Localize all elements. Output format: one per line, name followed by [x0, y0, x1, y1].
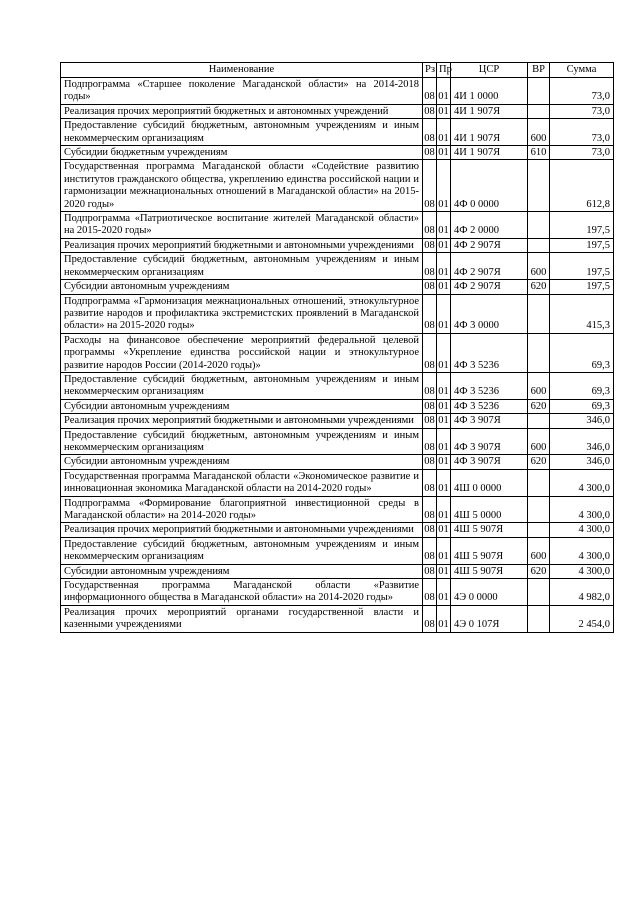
cell-rz: 08 — [423, 537, 437, 564]
table-row — [61, 564, 614, 578]
cell-name: Предоставление субсидий бюджетным, автономным учреждениям и иным некоммерческим организациям — [61, 119, 423, 146]
cell-sum: 2 454,0 — [550, 605, 614, 632]
header-sum: Сумма — [550, 63, 614, 78]
cell-pr: 01 — [437, 160, 451, 212]
cell-vr — [528, 605, 550, 632]
cell-rz: 08 — [423, 496, 437, 523]
cell-vr: 620 — [528, 564, 550, 578]
cell-rz: 08 — [423, 605, 437, 632]
cell-csr: 4Ф 3 5236 — [451, 372, 528, 399]
cell-rz: 08 — [424, 524, 435, 536]
cell-pr: 01 — [437, 579, 451, 606]
table-row — [61, 537, 614, 564]
budget-table — [60, 62, 614, 633]
cell-sum: 197,5 — [550, 238, 614, 252]
cell-rz: 08 — [424, 415, 435, 427]
cell-sum: 197,5 — [550, 280, 614, 294]
cell-name: Государственная программа Магаданской области «Экономическое развитие и инновационная экономика Магаданской области на 2014-2020 годы» — [61, 469, 423, 496]
cell-name: Реализация прочих мероприятий бюджетными и автономными учреждениями — [61, 238, 423, 252]
cell-vr — [528, 78, 550, 105]
cell-sum: 197,5 — [550, 253, 614, 280]
cell-csr: 4Э 0 0000 — [451, 579, 528, 606]
table-row — [61, 605, 614, 632]
table-row — [61, 280, 614, 294]
cell-pr: 01 — [437, 212, 451, 239]
cell-vr: 620 — [528, 399, 550, 413]
cell-vr — [528, 496, 550, 523]
cell-sum: 4 300,0 — [550, 537, 614, 564]
cell-sum: 346,0 — [550, 455, 614, 469]
cell-vr — [528, 333, 550, 372]
cell-rz: 08 — [424, 239, 435, 251]
cell-name: Предоставление субсидий бюджетным, автономным учреждениям и иным некоммерческим организациям — [61, 372, 423, 399]
cell-csr: 4И 1 0000 — [451, 78, 528, 105]
cell-sum: 69,3 — [550, 399, 614, 413]
cell-vr — [528, 294, 550, 333]
cell-vr: 610 — [528, 146, 550, 160]
cell-name: Государственная программа Магаданской области «Содействие развитию институтов гражданского общества, укреплению единства российской нации и гармонизации межнациональных отношений в Магаданской области» на 2015-2020 годы» — [61, 160, 423, 212]
cell-sum: 4 300,0 — [550, 523, 614, 537]
header-pr: Пр — [437, 63, 451, 78]
cell-rz: 08 — [423, 78, 437, 105]
cell-csr: 4Ф 2 0000 — [451, 212, 528, 239]
cell-csr: 4Ф 3 5236 — [451, 333, 528, 372]
cell-rz: 08 — [423, 579, 437, 606]
cell-csr: 4Ш 5 907Я — [451, 537, 528, 564]
cell-vr — [528, 523, 550, 537]
cell-rz: 08 — [423, 253, 437, 280]
cell-rz: 08 — [423, 212, 437, 239]
cell-sum: 4 300,0 — [550, 564, 614, 578]
header-rz: Рз — [423, 63, 437, 78]
table-row — [61, 399, 614, 413]
cell-sum: 73,0 — [550, 119, 614, 146]
cell-sum: 73,0 — [550, 104, 614, 118]
cell-name: Субсидии автономным учреждениям — [61, 455, 423, 469]
cell-csr: 4И 1 907Я — [451, 146, 528, 160]
cell-name: Субсидии бюджетным учреждениям — [61, 146, 423, 160]
cell-vr — [528, 469, 550, 496]
cell-pr: 01 — [437, 119, 451, 146]
cell-name: Предоставление субсидий бюджетным, автономным учреждениям и иным некоммерческим организациям — [61, 253, 423, 280]
cell-rz: 08 — [423, 294, 437, 333]
table-row — [61, 414, 614, 428]
cell-vr: 620 — [528, 280, 550, 294]
cell-vr: 620 — [528, 455, 550, 469]
cell-pr: 01 — [437, 294, 451, 333]
table-body — [61, 78, 614, 633]
cell-name: Реализация прочих мероприятий бюджетными и автономными учреждениями — [61, 523, 423, 537]
cell-pr: 01 — [438, 565, 449, 577]
header-row — [61, 63, 614, 78]
cell-name: Подпрограмма «Формирование благоприятной инвестиционной среды в Магаданской области» на 2014-2020 годы» — [61, 496, 423, 523]
cell-rz: 08 — [423, 372, 437, 399]
cell-name: Реализация прочих мероприятий органами государственной власти и казенными учреждениями — [61, 605, 423, 632]
cell-csr: 4Ф 0 0000 — [451, 160, 528, 212]
cell-rz: 08 — [424, 456, 435, 468]
table-row — [61, 160, 614, 212]
cell-csr: 4Ф 3 907Я — [451, 414, 528, 428]
cell-rz: 08 — [424, 565, 435, 577]
cell-csr: 4Ш 0 0000 — [451, 469, 528, 496]
cell-csr: 4Ф 2 907Я — [451, 238, 528, 252]
cell-rz: 08 — [424, 400, 435, 412]
cell-sum: 346,0 — [550, 428, 614, 455]
cell-pr: 01 — [438, 105, 449, 117]
cell-sum: 415,3 — [550, 294, 614, 333]
cell-pr: 01 — [437, 496, 451, 523]
table-row — [61, 496, 614, 523]
cell-pr: 01 — [437, 372, 451, 399]
table-row — [61, 333, 614, 372]
table-row — [61, 119, 614, 146]
cell-csr: 4И 1 907Я — [451, 104, 528, 118]
cell-pr: 01 — [437, 78, 451, 105]
cell-name: Подпрограмма «Гармонизация межнациональных отношений, этнокультурное развитие народов и профилактика экстремистских проявлений в Магаданской области» на 2015-2020 годы» — [61, 294, 423, 333]
cell-csr: 4Ф 3 0000 — [451, 294, 528, 333]
cell-vr: 600 — [528, 428, 550, 455]
cell-sum: 197,5 — [550, 212, 614, 239]
cell-pr: 01 — [438, 147, 449, 159]
cell-rz: 08 — [424, 147, 435, 159]
cell-sum: 69,3 — [550, 333, 614, 372]
cell-sum: 4 300,0 — [550, 496, 614, 523]
cell-vr — [528, 579, 550, 606]
cell-name: Подпрограмма «Патриотическое воспитание жителей Магаданской области» на 2015-2020 годы» — [61, 212, 423, 239]
cell-pr: 01 — [438, 239, 449, 251]
cell-vr: 600 — [528, 537, 550, 564]
cell-sum: 69,3 — [550, 372, 614, 399]
cell-vr — [528, 212, 550, 239]
cell-pr: 01 — [437, 605, 451, 632]
cell-name: Предоставление субсидий бюджетным, автономным учреждениям и иным некоммерческим организациям — [61, 428, 423, 455]
cell-vr: 600 — [528, 119, 550, 146]
cell-pr: 01 — [437, 469, 451, 496]
cell-sum: 73,0 — [550, 146, 614, 160]
cell-csr: 4Ш 5 907Я — [451, 564, 528, 578]
table-row — [61, 212, 614, 239]
cell-name: Субсидии автономным учреждениям — [61, 399, 423, 413]
cell-rz: 08 — [423, 119, 437, 146]
cell-name: Подпрограмма «Старшее поколение Магаданской области» на 2014-2018 годы» — [61, 78, 423, 105]
cell-vr — [528, 104, 550, 118]
cell-name: Реализация прочих мероприятий бюджетных и автономных учреждений — [61, 104, 423, 118]
cell-pr: 01 — [438, 415, 449, 427]
cell-csr: 4Э 0 107Я — [451, 605, 528, 632]
cell-sum: 4 982,0 — [550, 579, 614, 606]
table-row — [61, 579, 614, 606]
table-row — [61, 238, 614, 252]
table-row — [61, 294, 614, 333]
table-row — [61, 146, 614, 160]
cell-pr: 01 — [437, 333, 451, 372]
cell-csr: 4Ш 5 0000 — [451, 496, 528, 523]
cell-name: Реализация прочих мероприятий бюджетными и автономными учреждениями — [61, 414, 423, 428]
table-header — [61, 63, 614, 78]
cell-sum: 612,8 — [550, 160, 614, 212]
cell-rz: 08 — [423, 333, 437, 372]
cell-rz: 08 — [423, 428, 437, 455]
cell-sum: 4 300,0 — [550, 469, 614, 496]
cell-csr: 4Ф 3 5236 — [451, 399, 528, 413]
cell-pr: 01 — [437, 253, 451, 280]
cell-vr — [528, 238, 550, 252]
header-name: Наименование — [61, 63, 423, 78]
cell-vr — [528, 160, 550, 212]
cell-pr: 01 — [438, 456, 449, 468]
cell-vr: 600 — [528, 372, 550, 399]
cell-csr: 4Ш 5 907Я — [451, 523, 528, 537]
cell-sum: 73,0 — [550, 78, 614, 105]
cell-name: Государственная программа Магаданской области «Развитие информационного общества в Магаданской области» на 2014-2020 годы» — [61, 579, 423, 606]
cell-pr: 01 — [438, 524, 449, 536]
header-vr: ВР — [528, 63, 550, 78]
cell-vr — [528, 414, 550, 428]
cell-csr: 4Ф 3 907Я — [451, 455, 528, 469]
cell-rz: 08 — [424, 105, 435, 117]
table-row — [61, 428, 614, 455]
cell-rz: 08 — [423, 160, 437, 212]
table-row — [61, 78, 614, 105]
table-row — [61, 523, 614, 537]
cell-rz: 08 — [423, 469, 437, 496]
cell-name: Расходы на финансовое обеспечение мероприятий федеральной целевой программы «Укрепление единства российской нации и этнокультурное развитие народов России (2014-2020 годы)» — [61, 333, 423, 372]
cell-csr: 4Ф 3 907Я — [451, 428, 528, 455]
cell-csr: 4И 1 907Я — [451, 119, 528, 146]
table-row — [61, 372, 614, 399]
cell-pr: 01 — [437, 428, 451, 455]
table-row — [61, 469, 614, 496]
cell-name: Субсидии автономным учреждениям — [61, 280, 423, 294]
cell-csr: 4Ф 2 907Я — [451, 280, 528, 294]
cell-name: Субсидии автономным учреждениям — [61, 564, 423, 578]
cell-pr: 01 — [437, 537, 451, 564]
cell-csr: 4Ф 2 907Я — [451, 253, 528, 280]
cell-pr: 01 — [438, 281, 449, 293]
cell-sum: 346,0 — [550, 414, 614, 428]
table-row — [61, 455, 614, 469]
cell-name: Предоставление субсидий бюджетным, автономным учреждениям и иным некоммерческим организациям — [61, 537, 423, 564]
cell-vr: 600 — [528, 253, 550, 280]
header-csr: ЦСР — [451, 63, 528, 78]
table-row — [61, 253, 614, 280]
cell-pr: 01 — [438, 400, 449, 412]
cell-rz: 08 — [424, 281, 435, 293]
table-row — [61, 104, 614, 118]
